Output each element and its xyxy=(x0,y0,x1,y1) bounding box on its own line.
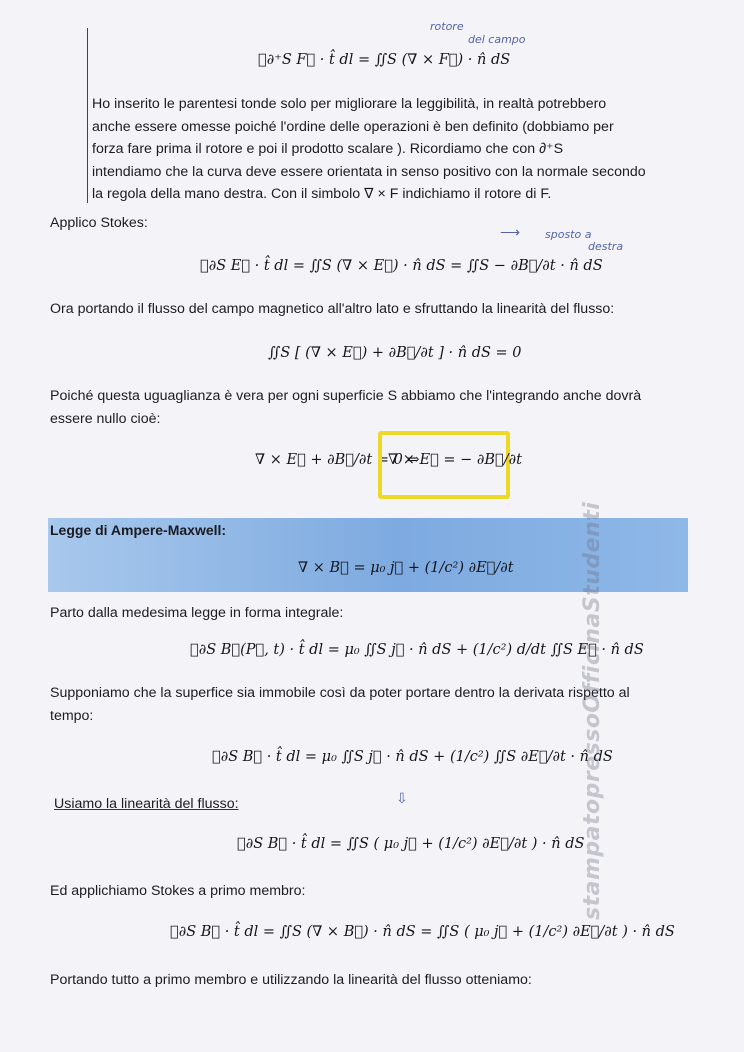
handwritten-down-arrow-icon: ⇩ xyxy=(396,790,408,806)
equation-faraday-result: ∇ × E⃗ = − ∂B⃗/∂t xyxy=(388,452,522,468)
handwritten-note-top-2: del campo xyxy=(468,33,526,46)
note-line: forza fare prima il rotore e poi il prodotto scalare ). Ricordiamo che con ∂⁺S xyxy=(92,141,564,157)
equation-am-stokes: ∮∂S B⃗ · t̂ dl = ∬S (∇ × B⃗) · n̂ dS = ∬S ( μ₀ j⃗ + (1/c²) ∂E⃗/∂t ) · n̂ dS xyxy=(170,924,675,940)
note-line: Ho inserito le parentesi tonde solo per migliorare la leggibilità, in realtà potrebbero xyxy=(92,96,607,112)
ed-applichiamo-text: Ed applichiamo Stokes a primo membro: xyxy=(50,883,306,899)
ora-portando-text: Ora portando il flusso del campo magnetico all'altro lato e sfruttando la linearità del flusso: xyxy=(50,301,615,317)
equation-ampere-maxwell: ∇ × B⃗ = μ₀ j⃗ + (1/c²) ∂E⃗/∂t xyxy=(298,560,514,576)
equation-faraday-stokes: ∮∂S E⃗ · t̂ dl = ∬S (∇ × E⃗) · n̂ dS = ∬S − ∂B⃗/∂t · n̂ dS xyxy=(200,258,603,274)
supponiamo-line: tempo: xyxy=(50,707,94,724)
poiche-line: Poiché questa uguaglianza è vera per ogni superficie S abbiamo che l'integrando anche dovrà xyxy=(50,388,642,404)
portando-tutto-text: Portando tutto a primo membro e utilizzando la linearità del flusso otteniamo: xyxy=(50,972,532,988)
handwritten-note-top-1: rotore xyxy=(430,20,464,33)
equation-faraday-zero: ∬S [ (∇ × E⃗) + ∂B⃗/∂t ] · n̂ dS = 0 xyxy=(268,345,522,361)
equation-stokes-definition: ∮∂⁺S F⃗ · t̂ dl = ∬S (∇ × F⃗) · n̂ dS xyxy=(258,52,511,68)
watermark: stampatopressoOfficinaStudenti xyxy=(580,501,605,920)
note-line: la regola della mano destra. Con il simbolo ∇ × F indichiamo il rotore di F. xyxy=(92,186,552,202)
section-title: Legge di Ampere-Maxwell: xyxy=(50,522,227,538)
supponiamo-line: Supponiamo che la superfice sia immobile così da poter portare dentro la derivata rispetto al xyxy=(50,685,630,701)
note-line: intendiamo che la curva deve essere orientata in senso positivo con la normale secondo xyxy=(92,163,646,180)
usiamo-linearita-text: Usiamo la linearità del flusso: xyxy=(54,796,239,812)
note-line: anche essere omesse poiché l'ordine delle operazioni è ben definito (dobbiamo per xyxy=(92,118,614,135)
applico-stokes-text: Applico Stokes: xyxy=(50,215,148,231)
poiche-paragraph xyxy=(50,385,690,430)
poiche-line: essere nullo cioè: xyxy=(50,410,161,427)
equation-faraday-local: ∇ × E⃗ + ∂B⃗/∂t = 0 ⇒ xyxy=(255,452,420,468)
note-paragraph xyxy=(92,93,688,206)
parto-dalla-text: Parto dalla medesima legge in forma integrale: xyxy=(50,605,344,621)
equation-am-inside: ∮∂S B⃗ · t̂ dl = μ₀ ∬S j⃗ · n̂ dS + (1/c²) ∬S ∂E⃗/∂t · n̂ dS xyxy=(212,749,613,765)
handwritten-note-right-1: sposto a xyxy=(545,228,592,241)
equation-am-integral: ∮∂S B⃗(P⃗, t) · t̂ dl = μ₀ ∬S j⃗ · n̂ dS + (1/c²) d/dt ∬S E⃗ · n̂ dS xyxy=(190,642,644,658)
equation-am-linear: ∮∂S B⃗ · t̂ dl = ∬S ( μ₀ j⃗ + (1/c²) ∂E⃗/∂t ) · n̂ dS xyxy=(237,836,585,852)
handwritten-note-right-2: destra xyxy=(588,240,624,253)
handwritten-arrow-icon: ⟶ xyxy=(500,224,521,240)
